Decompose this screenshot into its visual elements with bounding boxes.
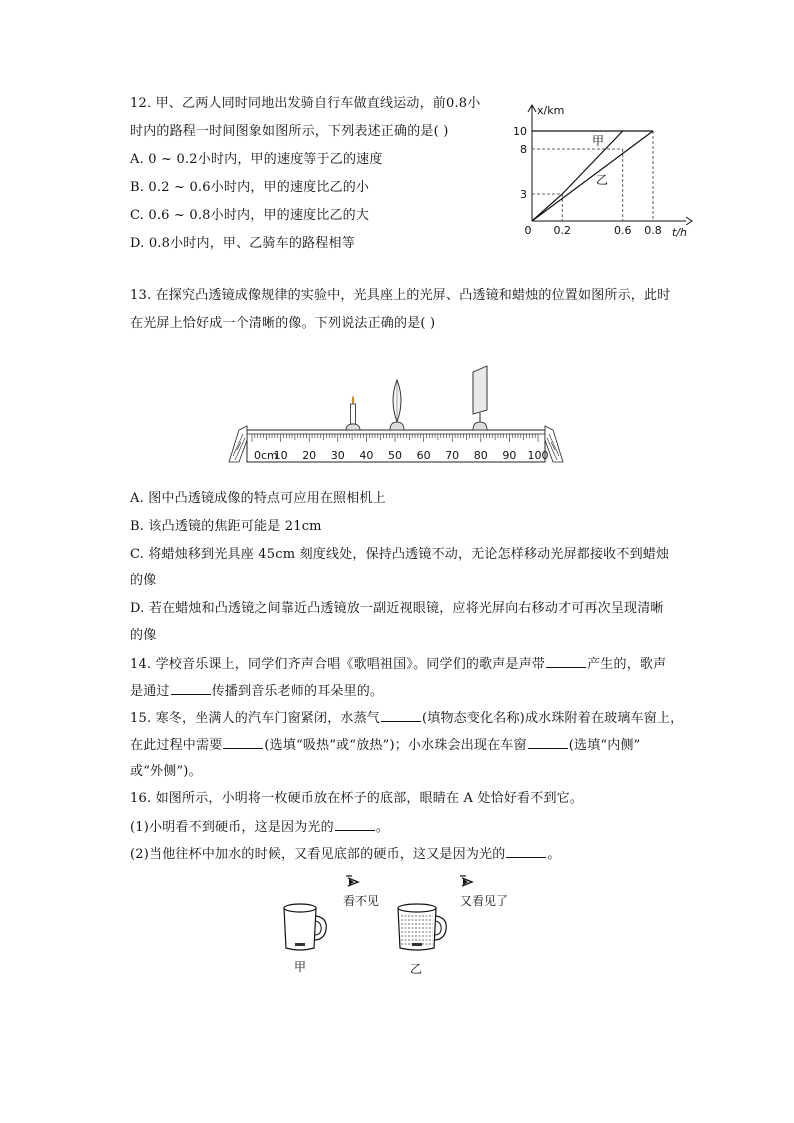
- q15-line2: [130, 736, 641, 755]
- y-tick-label: 8: [520, 143, 527, 156]
- answer-blank[interactable]: [171, 682, 211, 695]
- series-label-jia: 甲: [592, 134, 605, 148]
- ruler-label: 60: [416, 449, 431, 462]
- optical-bench-figure: [225, 360, 565, 470]
- answer-blank[interactable]: [528, 736, 568, 749]
- cup-empty-icon: [284, 904, 326, 950]
- x-tick-label: 0.8: [644, 224, 662, 237]
- y-tick-label: 10: [513, 125, 527, 138]
- series-label-yi: 乙: [596, 173, 609, 187]
- ruler-label: 20: [302, 449, 317, 462]
- convex-lens-icon: [390, 380, 404, 430]
- x-tick-label: 0.6: [614, 224, 632, 237]
- light-screen-icon: [473, 366, 487, 430]
- cup2-label: 乙: [410, 962, 423, 976]
- q16-text-2: 。: [375, 820, 390, 835]
- ruler-label: 70: [445, 449, 460, 462]
- ruler-label: 50: [388, 449, 402, 462]
- eye1-caption: 看不见: [343, 894, 380, 908]
- q12-option-d: D. 0.8小时内，甲、乙骑车的路程相等: [130, 236, 355, 251]
- cup1-label: 甲: [294, 960, 307, 974]
- q12-option-c: C. 0.6 ~ 0.8小时内，甲的速度比乙的大: [130, 208, 370, 223]
- answer-blank[interactable]: [381, 709, 421, 722]
- ruler-label: 0cm: [254, 449, 278, 462]
- q15-line1: [130, 709, 683, 728]
- cup-water-icon: [398, 904, 446, 950]
- ruler-label: 100: [527, 449, 549, 462]
- answer-blank[interactable]: [335, 818, 375, 831]
- x-axis-label: t/h: [672, 226, 687, 239]
- q13-option-b: B. 该凸透镜的焦距可能是 21cm: [130, 519, 322, 534]
- q12-option-b: B. 0.2 ~ 0.6小时内，甲的速度比乙的小: [130, 180, 370, 195]
- q16-part1: [130, 818, 389, 837]
- answer-blank[interactable]: [546, 655, 586, 668]
- q15-text-3: 在此过程中需要: [130, 738, 223, 753]
- q16-text-1: (1)小明看不到硬币，这是因为光的: [130, 820, 334, 835]
- q13-option-c-line1: C. 将蜡烛移到光具座 45cm 刻度线处，保持凸透镜不动，无论怎样移动光屏都接收不到蜡烛: [130, 547, 670, 562]
- q16-stem: 16. 如图所示，小明将一枚硬币放在杯子的底部，眼睛在 A 处恰好看不到它。: [130, 791, 584, 806]
- q13-stem-line2: 在光屏上恰好成一个清晰的像。下列说法正确的是( ): [130, 316, 436, 331]
- q16-text-3: (2)当他往杯中加水的时候，又看见底部的硬币，这又是因为光的: [130, 847, 506, 862]
- x-tick-label: 0.2: [553, 224, 571, 237]
- q16-part2: [130, 845, 561, 864]
- q16-text-4: 。: [547, 847, 561, 862]
- q15-line3: 或“外侧”)。: [130, 764, 202, 779]
- candle-icon: [346, 396, 360, 430]
- q12-stem-line2: 时内的路程一时间图象如图所示，下列表述正确的是( ): [130, 124, 449, 139]
- q14-line2: [130, 682, 383, 701]
- origin-label: 0: [524, 224, 532, 237]
- q13-option-c-line2: 的像: [130, 573, 157, 588]
- q15-text-1: 15. 寒冬，坐满人的汽车门窗紧闭，水蒸气: [130, 711, 381, 726]
- q13-option-d-line2: 的像: [130, 628, 157, 643]
- q13-option-a: A. 图中凸透镜成像的特点可应用在照相机上: [130, 491, 386, 506]
- ruler-label: 40: [359, 449, 374, 462]
- x-axis-arrow: [686, 217, 692, 225]
- q15-text-4: (选填“吸热”或“放热”)；小水珠会出现在车窗: [264, 738, 527, 753]
- eye2-caption: 又看见了: [460, 894, 509, 908]
- q12-option-a: A. 0 ~ 0.2小时内，甲的速度等于乙的速度: [130, 152, 383, 167]
- ruler-label: 80: [473, 449, 488, 462]
- q15-text-5: (选填“内侧”: [568, 738, 641, 753]
- eye-icon: [460, 876, 472, 886]
- q13-stem-line1: 13. 在探究凸透镜成像规律的实验中，光具座上的光屏、凸透镜和蜡烛的位置如图所示，此时: [130, 288, 671, 303]
- q13-option-d-line1: D. 若在蜡烛和凸透镜之间靠近凸透镜放一副近视眼镜，应将光屏向右移动才可再次呈现清晰: [130, 601, 664, 616]
- ruler-label: 30: [330, 449, 345, 462]
- ruler-label: 90: [502, 449, 517, 462]
- bench-left-leg: [229, 426, 247, 462]
- eye-icon: [346, 876, 358, 886]
- y-axis-label: x/km: [537, 104, 565, 117]
- q14-text-1: 14. 学校音乐课上，同学们齐声合唱《歌唱祖国》。同学们的歌声是声带: [130, 657, 546, 672]
- q14-line1: [130, 655, 666, 674]
- q12-distance-time-chart: [500, 98, 700, 243]
- q14-text-4: 传播到音乐老师的耳朵里的。: [211, 684, 384, 699]
- answer-blank[interactable]: [223, 736, 263, 749]
- y-tick-label: 3: [520, 188, 527, 201]
- q14-text-2: 产生的，歌声: [587, 657, 667, 672]
- q15-text-2: (填物态变化名称)成水珠附着在玻璃车窗上，: [422, 711, 684, 726]
- answer-blank[interactable]: [506, 845, 546, 858]
- coin-cup-figure: [270, 870, 530, 980]
- ruler-label: 10: [273, 449, 288, 462]
- q12-stem-line1: 12. 甲、乙两人同时同地出发骑自行车做直线运动，前0.8小: [130, 96, 481, 111]
- q14-text-3: 是通过: [130, 684, 170, 699]
